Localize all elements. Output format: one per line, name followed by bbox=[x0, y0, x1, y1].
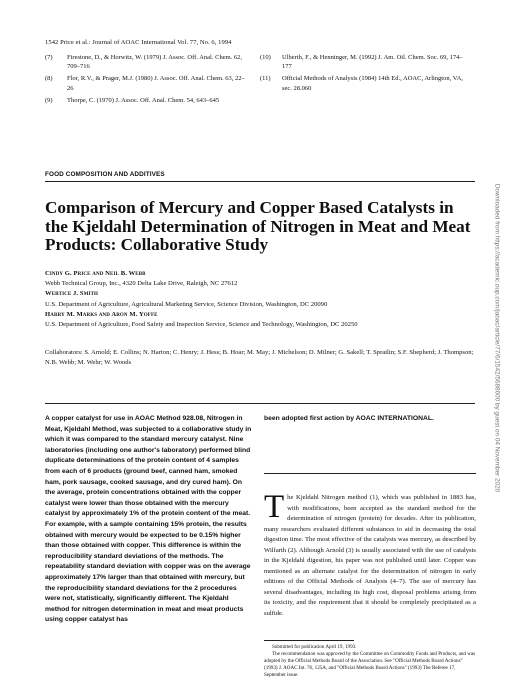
reference-list-right bbox=[260, 53, 470, 96]
reference-text: Ulberth, F., & Henninger, M. (1992) J. Am. Oil. Chem. Soc. 69, 174–177 bbox=[282, 54, 463, 71]
abstract-continuation: been adopted first action by AOAC INTERNATIONAL. bbox=[264, 415, 434, 422]
reference-text: Firestone, D., & Horwitz, W. (1979) J. Assoc. Off. Anal. Chem. 62, 709–716 bbox=[67, 54, 243, 71]
footnote-rule bbox=[264, 640, 354, 641]
reference-item bbox=[260, 53, 470, 71]
footnotes bbox=[264, 644, 476, 679]
author-block bbox=[45, 269, 485, 330]
article-title: Comparison of Mercury and Copper Based Catalysts in the Kjeldahl Determination of Nitrogen in Meat and Meat Products: Collaborative Study bbox=[45, 198, 471, 255]
reference-number: (11) bbox=[260, 75, 271, 83]
footnote: The recommendation was approved by the Committee on Commodity Foods and Products, and was adopted by the Official Methods Board of the Association. See "Official Methods Board Actions" (1993) J. AOAC Int. 76, 125A, and "Official Methods Board Actions" (1993) The Referee 17, September issue. bbox=[264, 650, 476, 678]
drop-cap: T bbox=[264, 489, 285, 525]
author-name: Cindy G. Price and Neil B. Webb bbox=[45, 270, 146, 277]
section-label: FOOD COMPOSITION AND ADDITIVES bbox=[45, 171, 165, 178]
reference-text: Official Methods of Analysis (1984) 14th Ed., AOAC, Arlington, VA, sec. 28.060 bbox=[282, 75, 463, 92]
author-affiliation: U.S. Department of Agriculture, Food Safety and Inspection Service, Science and Technology, Washington, DC 20250 bbox=[45, 321, 358, 329]
author-name: Wertice J. Smith bbox=[45, 290, 98, 298]
author-name: Harry M. Marks and Aron M. Yoffe bbox=[45, 310, 158, 318]
running-head-text: 1542 Price et al.: Journal of AOAC International Vol. 77, No. 6, 1994 bbox=[45, 39, 232, 46]
footnote: Submitted for publication April 19, 1993. bbox=[272, 644, 357, 650]
download-watermark bbox=[492, 78, 502, 598]
reference-number: (8) bbox=[45, 75, 53, 83]
body-text bbox=[264, 489, 476, 619]
reference-list-left bbox=[45, 53, 250, 108]
abstract-rule bbox=[264, 473, 476, 474]
abstract: A copper catalyst for use in AOAC Method 928.08, Nitrogen in Meat, Kjeldahl Method, was subjected to a collaborative study in which it was compared to the standard mercury catalyst. Nine laboratories (including one author's laboratory) performed blind duplicate determinations of the protein content of 4 samples from each of 6 products (ground beef, canned ham, smoked ham, pork sausage, cooked sausage, and dry cured ham). On the average, protein concentrations obtained with the copper catalyst were lower than those obtained with the mercury catalyst by approximately 1% of the protein content of the meat. For example, with a sample containing 15% protein, the results obtained with mercury would be expected to be 0.15% higher than those obtained with copper. This difference is within the reproducibility standard deviations of the methods. The repeatability standard deviation with copper was on the average approximately 17% larger than that obtained with mercury, but the reproducibility standard deviations for the 2 procedures were not, statistically, significantly different. The Kjeldahl method for nitrogen determination in meat and meat products using copper catalyst has bbox=[45, 415, 252, 624]
reference-item bbox=[45, 96, 250, 105]
header-rule bbox=[45, 403, 475, 404]
running-head bbox=[45, 39, 232, 46]
section-rule bbox=[45, 181, 475, 182]
reference-text: Flor, R.V., & Prager, M.J. (1980) J. Assoc. Off. Anal. Chem. 63, 22–26 bbox=[67, 75, 245, 92]
author-affiliation: U.S. Department of Agriculture, Agricultural Marketing Service, Science Division, Washington, DC 20090 bbox=[45, 300, 328, 308]
author-affiliation: Webb Technical Group, Inc., 4320 Delta Lake Drive, Raleigh, NC 27612 bbox=[45, 280, 238, 288]
reference-number: (9) bbox=[45, 96, 53, 104]
reference-item bbox=[45, 53, 250, 71]
body-paragraph: he Kjeldahl Nitrogen method (1), which was published in 1883 has, with modifications, been accepted as the standard method for the determination of nitrogen (protein) for decades. After its publication, many researchers evaluated different substances to aid in decreasing the total digestion time. The most effective of the catalysts was mercury, as described by Wilfarth (2). Although Arnold (3) is usually associated with the use of catalysts in the Kjeldahl digestion, his paper was not published until later. Copper was mentioned as an alternate catalyst for the determination of nitrogen in early editions of the Official Methods of Analysis (4–7). The use of mercury has several disadvantages, including its high cost, disposal problems arising from its toxicity, and the requirement that it should be completely precipitated as a sulfide. bbox=[264, 494, 476, 617]
reference-number: (10) bbox=[260, 54, 271, 61]
reference-number: (7) bbox=[45, 54, 53, 61]
reference-text: Thorpe, C. (1970) J. Assoc. Off. Anal. Chem. 54, 643–645 bbox=[67, 96, 220, 104]
download-watermark-text: Downloaded from https://academic.oup.com/jaoac/article/77/6/1542/5688600 by guest on 04 November 2020 bbox=[493, 183, 501, 493]
reference-item bbox=[45, 74, 250, 92]
reference-item bbox=[260, 74, 470, 92]
collaborators: Collaborators: S. Arnold; E. Collins; N. Harton; C. Henry; J. Hess; B. Hoar; M. May; J. Michelson; D. Milner; G. Sakell; T. Spratlin; S.F. Shepherd; J. Thompson; N.B. Webb; M. Wehr; W. Woods bbox=[45, 349, 474, 367]
